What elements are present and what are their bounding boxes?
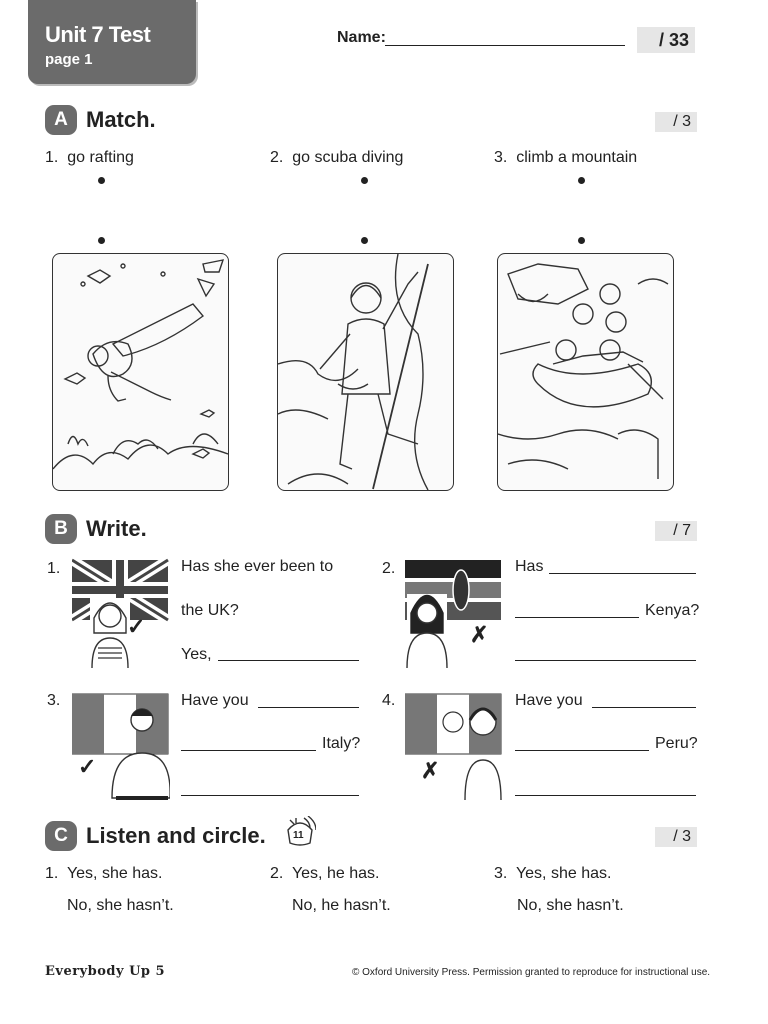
q2-line-2: Kenya?	[645, 602, 700, 619]
listen-option-yes[interactable]: Yes, she has.	[515, 865, 612, 882]
uk-flag-illustration	[72, 558, 170, 668]
match-item-text: climb a mountain	[516, 149, 638, 166]
q1-line-1: Has she ever been to	[181, 558, 334, 575]
listen-item-number: 3.	[494, 865, 508, 882]
scuba-diver-picture	[52, 253, 229, 491]
footer-copyright: © Oxford University Press. Permission granted to reproduce for instructional use.	[352, 967, 711, 978]
listen-option-no[interactable]: No, she hasn’t.	[517, 897, 624, 914]
kenya-flag-girl-picture	[405, 558, 503, 668]
match-dot-bottom-1[interactable]	[98, 237, 105, 244]
answer-line[interactable]	[549, 573, 696, 574]
match-item-1	[45, 149, 134, 167]
match-dot-top-3[interactable]	[578, 177, 585, 184]
audio-track-number: 11	[293, 830, 304, 841]
match-item-text: go rafting	[67, 149, 134, 166]
answer-line[interactable]	[515, 617, 639, 618]
q4-line-2: Peru?	[655, 735, 698, 752]
match-dot-top-2[interactable]	[361, 177, 368, 184]
match-item-3	[494, 149, 637, 167]
rafting-illustration	[498, 254, 673, 490]
italy-flag-boy-picture	[72, 692, 170, 802]
uk-flag-girl-picture	[72, 558, 170, 668]
listen-option-no[interactable]: No, she hasn’t.	[67, 897, 174, 914]
italy-flag-illustration	[72, 692, 170, 802]
match-item-text: go scuba diving	[292, 149, 404, 166]
question-3-number: 3.	[47, 692, 61, 709]
section-a-title: Match.	[86, 107, 156, 132]
peru-flag-illustration	[405, 692, 503, 802]
section-c-badge: C	[45, 821, 77, 851]
answer-line[interactable]	[515, 795, 696, 796]
match-dot-top-1[interactable]	[98, 177, 105, 184]
section-b-title: Write.	[86, 516, 147, 541]
answer-line[interactable]	[181, 750, 316, 751]
listen-item-number: 1.	[45, 865, 59, 882]
match-item-number: 2.	[270, 149, 284, 166]
kenya-flag-illustration	[405, 558, 503, 668]
cross-mark-icon: ✗	[421, 758, 440, 783]
name-label: Name:	[337, 29, 386, 46]
q3-line-2: Italy?	[322, 735, 361, 752]
listen-option-yes[interactable]: Yes, he has.	[291, 865, 380, 882]
section-b-score: / 7	[655, 521, 697, 541]
match-item-number: 3.	[494, 149, 508, 166]
question-2-number: 2.	[382, 560, 396, 577]
section-c-title: Listen and circle.	[86, 823, 266, 848]
answer-line[interactable]	[592, 707, 696, 708]
total-score-box: / 33	[637, 27, 695, 53]
section-a-score: / 3	[655, 112, 697, 132]
scuba-diver-illustration	[53, 254, 228, 490]
climber-illustration	[278, 254, 453, 490]
unit-title: Unit 7 Test	[45, 22, 151, 47]
listen-item-2	[270, 865, 379, 883]
match-dot-bottom-3[interactable]	[578, 237, 585, 244]
page-label: page 1	[45, 51, 93, 68]
answer-line[interactable]	[258, 707, 359, 708]
question-1-number: 1.	[47, 560, 61, 577]
listen-item-3	[494, 865, 611, 883]
check-mark-icon: ✓	[78, 754, 97, 779]
answer-line[interactable]	[181, 795, 359, 796]
answer-line[interactable]	[218, 660, 359, 661]
section-b-badge: B	[45, 514, 77, 544]
listen-option-yes[interactable]: Yes, she has.	[66, 865, 163, 882]
answer-line[interactable]	[515, 750, 649, 751]
listen-option-no[interactable]: No, he hasn’t.	[292, 897, 391, 914]
name-field[interactable]	[385, 45, 625, 46]
audio-track-icon	[284, 816, 316, 846]
climber-picture	[277, 253, 454, 491]
question-4-number: 4.	[382, 692, 396, 709]
section-c-score: / 3	[655, 827, 697, 847]
q3-line-1: Have you	[181, 692, 249, 709]
match-item-2	[270, 149, 403, 167]
footer-book-title: Everybody Up 5	[45, 964, 166, 979]
match-dot-bottom-2[interactable]	[361, 237, 368, 244]
rafting-picture	[497, 253, 674, 491]
peru-flag-girl-picture	[405, 692, 503, 802]
listen-item-1	[45, 865, 162, 883]
section-a-badge: A	[45, 105, 77, 135]
q2-line-1: Has	[515, 558, 544, 575]
q1-line-3: Yes,	[181, 646, 212, 663]
check-mark-icon: ✓	[127, 614, 146, 639]
unit-header-box	[28, 0, 196, 84]
listen-item-number: 2.	[270, 865, 284, 882]
q4-line-1: Have you	[515, 692, 583, 709]
cross-mark-icon: ✗	[470, 622, 489, 647]
answer-line[interactable]	[515, 660, 696, 661]
match-item-number: 1.	[45, 149, 59, 166]
q1-line-2: the UK?	[181, 602, 239, 619]
